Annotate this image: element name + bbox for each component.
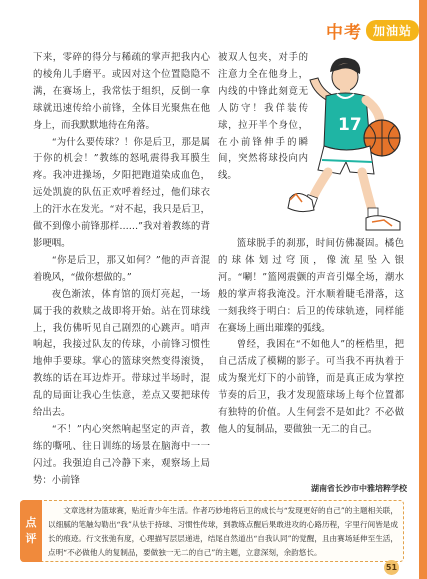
paragraph: 曾经，我困在“不如他人”的桎梏里，把自己活成了模糊的影子。可当我不再执着于成为聚光灯下的小前锋，而是真正成为掌控节奏的后卫，我才发现篮球场上每个位置都有独特的价值。人生何尝不是如此？不必做他人的复制品，要做独一无二的自己。 [218,339,404,435]
paragraph: 篮球脱手的刹那，时间仿佛凝固。橘色的球体划过穹顶，像流星坠入银河。“唰！”篮网震颤的声音引爆全场，潮水般的掌声将我淹没。汗水顺着睫毛滑落，这一刻我终于明白：后卫的传球轨迹，同样能在赛场上画出璀璨的弧线。 [218,238,404,334]
paragraph: “你是后卫，那又如何？”他的声音混着晚风，“做你想做的。” [33,254,210,283]
basketball-player-icon [282,50,417,235]
comment-tag [20,500,42,562]
comment-tag-char: 点 [25,516,37,529]
page-number: 51 [384,560,399,575]
paragraph: “不！”内心突然响起坚定的声音，教练的嘶吼、往日训练的场景在脑海中一一闪过。我强迫自己冷静下来，观察场上局势：小前锋 [33,423,210,486]
jersey-number: 17 [338,115,362,135]
comment-box [20,500,404,562]
paragraph: 下来，零碎的得分与稀疏的掌声把我内心的棱角儿手磨平。或因对这个位置隐隐不满，在赛场上，我常怯于组织，反倒一拿球就迅速传给小前锋，全体目光聚焦在他身上，而我默默地待在角落。 [33,52,210,131]
paragraph: 被双人包夹，对手的注意力全在他身上，内线的中锋此刻竟无人防守！我佯装传球，拉开半个身位，在小前锋伸手的瞬间，突然将球投向内线。 [218,52,308,182]
article-left-column [33,50,210,490]
article-right-column-bottom [218,236,404,439]
author-byline: 湖南省长沙市中雅培粹学校 [311,484,407,493]
paragraph: 夜色渐浓，体育馆的顶灯亮起，一场属于我的救赎之战即将开始。站在罚球线上，我仿佛听见自己剧烈的心跳声。哨声响起，我接过队友的传球，小前锋习惯性地伸手要球。掌心的篮球突然变得滚烫，教练的话在耳边炸开。带球过半场时，混乱的局面让我心生怯意，差点又要把球传给出去。 [33,288,210,419]
paragraph: “为什么要传球？！你是后卫，那是属于你的机会！”教练的怒吼震得我耳膜生疼。我冲进操场，夕阳把跑道染成血色，远处凯旋的队伍正欢呼着经过，他们球衣上的汗水在发光。“对不起，我只是后卫，做不到像小前锋那样……”我对着教练的背影哽咽。 [33,136,210,249]
section-badge: 加油站 [366,20,419,41]
section-header [326,16,419,44]
comment-text [48,504,398,560]
section-title: 中考 [325,22,362,43]
side-stripe [419,0,427,579]
comment-tag-char: 评 [25,532,37,545]
comment-paragraph: 文章选材为篮球赛，贴近青少年生活。作者巧妙地将后卫的成长与“发现更好的自己”的主题相关联，以细腻的笔触勾勒出“我”从怯于持球、习惯性传球，到教练点醒后果敢进攻的心路历程，字里行间皆是成长的痕迹。行文张弛有度，心理描写层层递进，结尾自然道出“自我认同”的觉醒，且由赛场延伸至生活，点明“不必做他人的复制品，要做独一无二的自己”的主题，立意深刻，余韵悠长。 [48,506,398,557]
